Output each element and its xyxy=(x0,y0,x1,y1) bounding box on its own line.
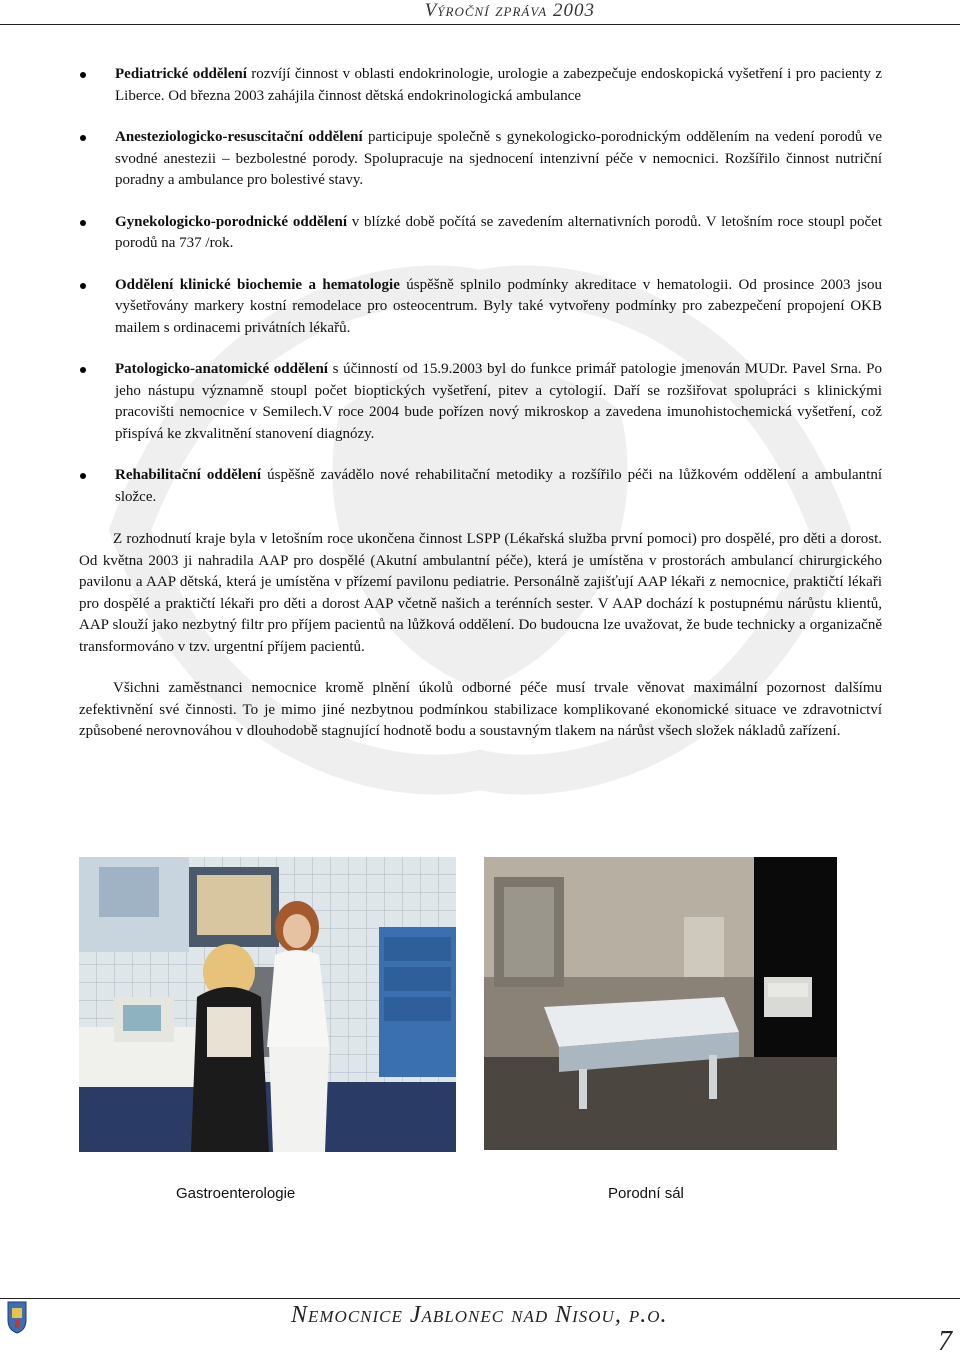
photo-caption: Gastroenterologie xyxy=(176,1185,296,1202)
list-item xyxy=(79,127,882,192)
list-item xyxy=(79,359,882,445)
department-text: úspěšně zavádělo nové rehabilitační metodiky a rozšířilo péči na lůžkovém oddělení a ambulantní složce. xyxy=(115,467,882,505)
department-name: Anesteziologicko-resuscitační oddělení xyxy=(115,129,363,145)
department-list xyxy=(79,64,882,508)
department-name: Pediatrické oddělení xyxy=(115,66,247,82)
gastroenterology-photo xyxy=(79,857,456,1152)
list-item xyxy=(79,64,882,107)
list-item xyxy=(79,465,882,508)
department-text: v blízké době počítá se zavedením alternativních porodů. V letošním roce stoupl počet porodů na 737 /rok. xyxy=(115,213,882,251)
paragraph-aap: Z rozhodnutí kraje byla v letošním roce ukončena činnost LSPP (Lékařská služba první pomoci) pro dospělé, pro děti a dorost. Od května 2003 ji nahradila AAP pro dospělé (Akutní ambulantní péče), která je umístěna v prostorách ambulancí chirurgického pavilonu a AAP dětská, která je umístěna v přízemí pavilonu pediatrie. Personálně zajišťují AAP lékaři z nemocnice, praktičtí lékaři pro dospělé a praktičtí lékaři pro děti a dorost AAP včetně našich a terénních sester. V AAP dochází k postupnému nárůstu klientů, AAP slouží jako nezbytný filtr pro příjem pacientů na lůžková oddělení. Do budoucna lze uvažovat, že bude technicky a organizačně transformováno v tzv. urgentní příjem pacientů. xyxy=(79,531,882,655)
department-name: Oddělení klinické biochemie a hematologie xyxy=(115,276,400,293)
page-number: 7 xyxy=(938,1326,952,1357)
running-header: Výroční zpráva 2003 xyxy=(424,0,595,21)
list-item xyxy=(79,275,882,340)
paragraph-employees: Všichni zaměstnanci nemocnice kromě plnění úkolů odborné péče musí trvale věnovat maximální pozornost dalšímu zefektivnění své činnosti. To je mimo jiné nezbytnou podmínkou stabilizace komplikované ekonomické situace ve zdravotnictví způsobené nerovnováhou v dlouhodobě stagnující hodnotě bodu a soustavným tlakem na nárůst všech složek nákladů zařízení. xyxy=(79,680,882,739)
main-content xyxy=(79,64,882,743)
footer-title: Nemocnice Jablonec nad Nisou, p.o. xyxy=(291,1302,668,1328)
crest-icon xyxy=(6,1300,28,1334)
list-item xyxy=(79,212,882,255)
footer-rule xyxy=(0,1298,960,1299)
department-text: rozvíjí činnost v oblasti endokrinologie, urologie a zabezpečuje endoskopická vyšetření i pro pacienty z Liberce. Od března 2003 zahájila činnost dětská endokrinologická ambulance xyxy=(115,66,882,104)
header-rule xyxy=(0,24,960,25)
photo-caption: Porodní sál xyxy=(608,1185,684,1202)
delivery-room-photo xyxy=(484,857,837,1150)
department-text: úspěšně splnilo podmínky akreditace v hematologii. Od prosince 2003 jsou vyšetřovány markery kostní remodelace pro osteocentrum. Byly také vytvořeny podmínky pro zabezpečení propojení OKB mailem s ordinacemi privátních lékařů. xyxy=(115,276,882,336)
department-text: s účinností od 15.9.2003 byl do funkce primář patologie jmenován MUDr. Pavel Srna. Po jeho nástupu významně stoupl počet bioptických vyšetření, pitev a cytologií. Daří se rozšiřovat spolupráci s klinickými pracovišti nemocnice v Semilech.V roce 2004 bude pořízen nový mikroskop a zavedena imunohistochemická vyšetření, což přispívá ke zkvalitnění stanovení diagnózy. xyxy=(115,361,882,442)
department-text: participuje společně s gynekologicko-porodnickým oddělením na vedení porodů ve svodné anestezii – bezbolestné porody. Spolupracuje na sjednocení intenzivní péče v nemocnici. Rozšířilo činnost nutriční poradny a ambulance pro bolestivé stavy. xyxy=(115,129,882,188)
department-name: Patologicko-anatomické oddělení xyxy=(115,361,328,377)
department-name: Rehabilitační oddělení xyxy=(115,467,262,483)
department-name: Gynekologicko-porodnické oddělení xyxy=(115,213,348,230)
